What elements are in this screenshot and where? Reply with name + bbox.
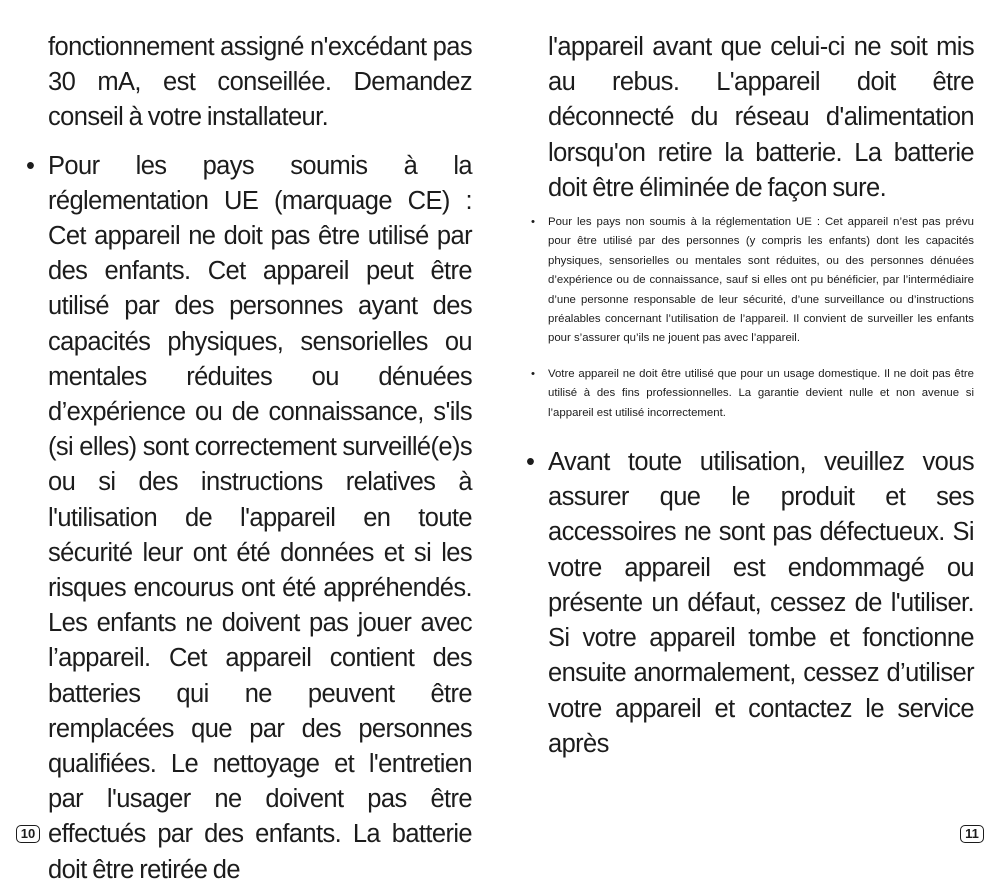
before-use-paragraph: Avant toute utilisation, veuillez vous assurer que le produit et ses accessoires ne sont pas défectueux. Si votre appareil est endommagé ou présente un défaut, cessez de l'utiliser. Si votre appareil tombe et fonctionne ensuite anormalement, cessez d’utiliser votre appareil et contactez le service après bbox=[548, 448, 974, 758]
page-number-right: 11 bbox=[960, 825, 984, 843]
right-continuation-text: l'appareil avant que celui-ci ne soit mis au rebus. L'appareil doit être déconnecté du réseau d'alimentation lorsqu'on retire la batterie. La batterie doit être éliminée de façon sure. bbox=[548, 33, 974, 202]
list-item bbox=[526, 445, 974, 762]
bullet-icon: • bbox=[526, 448, 535, 477]
eu-regulation-paragraph: Pour les pays soumis à la réglementation UE (marquage CE) : Cet appareil ne doit pas être utilisé par des enfants. Cet appareil peut être utilisé par des personnes ayant des capacités physiques, sensorielles ou mentales réduites ou dénuées d’expérience ou de connaissance, s'ils (si elles) sont correctement surveillé(e)s ou si des instructions relatives à l'utilisation de l'appareil en toute sécurité leur ont été données et si les risques encourus ont été appréhendés. Les enfants ne doivent pas jouer avec l’appareil. Cet appareil contient des batteries qui ne peuvent être remplacées que par des personnes qualifiées. Le nettoyage et l'entretien par l'usager ne doivent pas être effectués par des enfants. La batterie doit être retirée de bbox=[48, 151, 472, 884]
domestic-use-paragraph: Votre appareil ne doit être utilisé que pour un usage domestique. Il ne doit pas être utilisé à des fins professionnelles. La garantie devient nulle et non avenue si l’appareil est utilisé incorrectement. bbox=[548, 367, 974, 419]
bullet-icon: • bbox=[531, 367, 535, 380]
page-number-left: 10 bbox=[16, 825, 40, 843]
left-continuation-text: fonctionnement assigné n'excédant pas 30 mA, est conseillée. Demandez conseil à votre installateur. bbox=[48, 33, 472, 132]
non-eu-regulation-paragraph: Pour les pays non soumis à la réglementation UE : Cet appareil n’est pas prévu pour être utilisé par des personnes (y compris les enfants) dont les capacités physiques, sensorielles ou mentales sont réduites, ou des personnes dénuées d’expérience ou de connaissance, sauf si elles ont pu bénéficier, par l’intermédiaire d’une personne responsable de leur sécurité, d’une surveillance ou d’instructions préalables concernant l’utilisation de l’appareil. Il convient de surveiller les enfants pour s’assurer qu’ils ne jouent pas avec l’appareil. bbox=[548, 216, 974, 345]
bullet-icon: • bbox=[531, 216, 535, 229]
list-item bbox=[531, 365, 974, 423]
right-column bbox=[526, 30, 974, 762]
bullet-icon: • bbox=[26, 151, 35, 180]
list-item bbox=[531, 213, 974, 349]
